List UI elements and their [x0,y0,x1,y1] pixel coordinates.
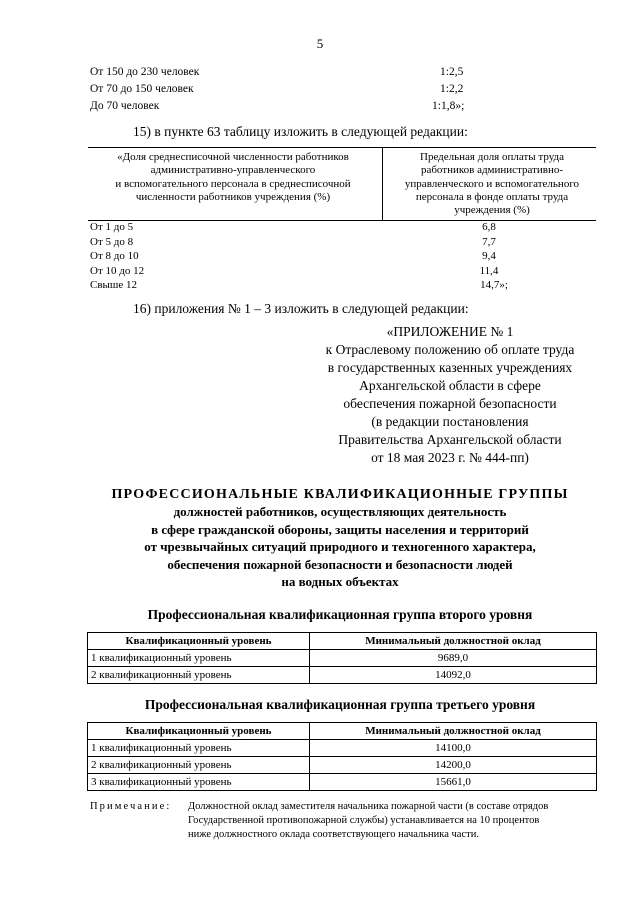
salary-cell: 15661,0 [310,774,597,791]
appendix-header [300,323,600,467]
ratio-label: До 70 человек [90,100,160,112]
note-text [188,800,608,842]
level-cell: 1 квалификационный уровень [88,740,310,757]
row-value: 7,7 [482,235,496,248]
row-label: От 1 до 5 [90,221,134,233]
title-sub-line: должностей работников, осуществляющих деятельность [173,504,507,519]
level-cell: 2 квалификационный уровень [88,757,310,774]
row-value: 11,4 [479,264,499,277]
table-row [88,774,597,791]
column-divider [382,148,383,220]
appendix-line: в государственных казенных учреждениях [327,360,573,375]
row-label: От 10 до 12 [90,264,145,277]
title-sub-line: на водных объектах [281,574,399,589]
note-line: Должностной оклад заместителя начальника пожарной части (в составе отрядов [188,801,549,812]
appendix-line: к Отраслевому положению об оплате труда [325,342,575,357]
header-line: работников административно- [420,164,564,177]
salary-cell: 9689,0 [310,650,597,667]
table-63-col1-header [88,151,378,204]
header-line: численности работников учреждения (%) [135,190,331,203]
row-label: От 5 до 8 [90,235,134,248]
ratio-row [90,66,480,83]
table-row [88,250,596,265]
header-line: персонала в фонде оплаты труда [415,190,569,203]
group-3-title: Профессиональная квалификационная группа третьего уровня [144,697,536,712]
appendix-line: от 18 мая 2023 г. № 444-пп) [371,450,529,465]
ratio-label: От 70 до 150 человек [90,83,194,95]
row-value: 9,4 [482,250,496,263]
table-row [88,650,597,667]
level-cell: 3 квалификационный уровень [88,774,310,791]
table-63-col2-header [388,151,596,217]
appendix-line: обеспечения пожарной безопасности [343,396,557,411]
table-row [88,265,596,280]
row-value: 14,7»; [480,279,508,292]
column-header: Квалификационный уровень [88,723,310,740]
group-3-table [87,722,597,791]
ratio-value: 1:2,5 [440,66,464,78]
header-line: Предельная доля оплаты труда [420,151,564,163]
salary-cell: 14200,0 [310,757,597,774]
appendix-line: (в редакции постановления [371,414,529,429]
table-row [88,279,596,294]
page-number: 5 [316,36,324,51]
ratio-row [90,100,480,117]
table-row [88,740,597,757]
table-row [88,667,597,684]
row-value: 6,8 [482,221,496,233]
level-cell: 2 квалификационный уровень [88,667,310,684]
column-header: Минимальный должностной оклад [310,633,597,650]
title-sub-line: от чрезвычайных ситуаций природного и техногенного характера, [144,539,536,554]
row-label: От 8 до 10 [90,250,139,263]
note-label: Примечание: [90,801,172,812]
column-header: Квалификационный уровень [88,633,310,650]
paragraph-15: 15) в пункте 63 таблицу изложить в следующей редакции: [133,124,468,139]
note-line: Государственной противопожарной службы) устанавливается на 10 процентов [188,815,540,826]
table-63-header [88,147,596,221]
table-row [88,221,596,236]
group-2-title: Профессиональная квалификационная группа второго уровня [147,607,533,622]
paragraph-16: 16) приложения № 1 – 3 изложить в следующей редакции: [133,301,469,316]
header-line: и вспомогательного персонала в среднесписочной [115,177,351,190]
table-header-row [88,723,597,740]
appendix-line: Архангельской области в сфере [359,378,541,393]
salary-cell: 14100,0 [310,740,597,757]
table-63 [88,147,596,294]
group-2-table [87,632,597,684]
header-line: учреждения (%) [454,204,530,217]
ratio-value: 1:2,2 [440,83,464,95]
document-title [70,486,610,591]
title-sub-line: обеспечения пожарной безопасности и безопасности людей [167,556,513,572]
row-label: Свыше 12 [90,279,138,292]
column-header: Минимальный должностной оклад [310,723,597,740]
ratio-row [90,83,480,100]
table-row [88,757,597,774]
salary-cell: 14092,0 [310,667,597,684]
ratio-value: 1:1,8»; [432,100,465,112]
title-main: ПРОФЕССИОНАЛЬНЫЕ КВАЛИФИКАЦИОННЫЕ ГРУППЫ [111,487,569,502]
header-line: административно-управленческого [150,164,316,177]
ratio-label: От 150 до 230 человек [90,66,200,78]
header-line: управленческого и вспомогательного [404,177,580,190]
note-line: ниже должностного оклада соответствующего начальника части. [188,829,479,840]
title-sub-line: в сфере гражданской обороны, защиты населения и территорий [151,521,529,537]
level-cell: 1 квалификационный уровень [88,650,310,667]
header-line: «Доля среднесписочной численности работников [117,151,349,163]
appendix-line: Правительства Архангельской области [338,432,562,447]
table-row [88,236,596,251]
table-header-row [88,633,597,650]
appendix-line: «ПРИЛОЖЕНИЕ № 1 [386,324,514,339]
